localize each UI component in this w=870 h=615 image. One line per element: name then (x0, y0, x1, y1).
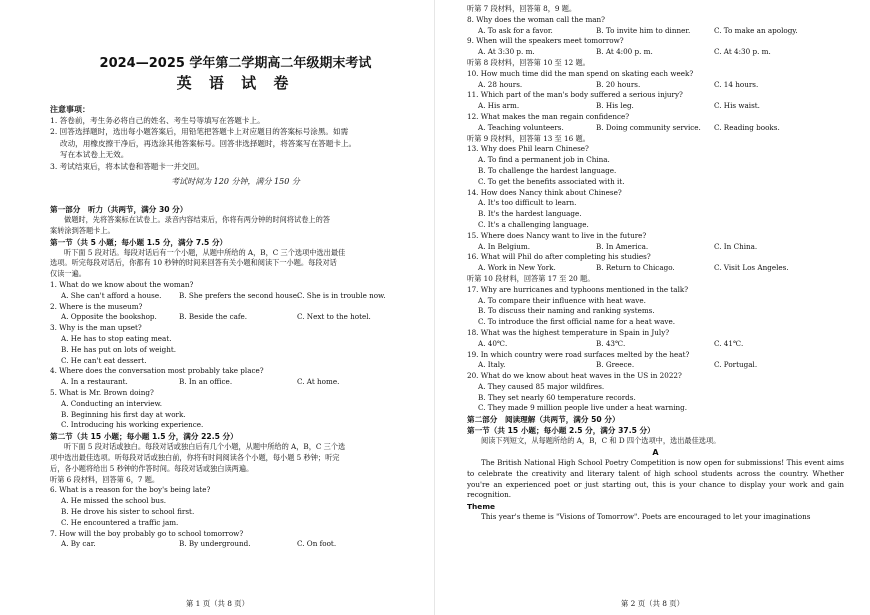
option-a: A. Teaching volunteers. (478, 122, 564, 132)
question-text: 5. What is Mr. Brown doing? (50, 387, 154, 397)
option-a: A. He has to stop eating meat. (61, 334, 172, 343)
option-c: C. In China. (714, 241, 758, 251)
option-c: C. To introduce the first official name for a heat wave. (478, 317, 676, 327)
question-item (467, 371, 844, 414)
option-b: B. To challenge the hardest language. (478, 165, 617, 175)
option-c: C. She is in trouble now. (297, 290, 386, 300)
question-text: 10. How much time did the man spend on skating each week? (467, 68, 694, 78)
option-b: B. His leg. (596, 101, 634, 111)
option-b: B. In America. (596, 241, 649, 251)
option-b: B. Return to Chicago. (596, 263, 675, 273)
note-item: 2. 回答选择题时，选出每小题答案后，用铅笔把答题卡上对应题目的答案标号涂黑。如需 (50, 127, 349, 137)
question-text: 18. What was the highest temperature in Spain in July? (467, 327, 670, 337)
option-b: B. In an office. (179, 377, 233, 387)
option-a: A. In a restaurant. (61, 377, 128, 387)
note-item: 写在本试卷上无效。 (60, 150, 129, 160)
material-instruction: 听第 10 段材料，回答第 17 至 20 题。 (467, 273, 595, 283)
option-b: B. It's the hardest language. (478, 209, 582, 219)
question-text: 14. How does Nancy think about Chinese? (467, 187, 622, 197)
option-b: B. Beside the cafe. (179, 312, 248, 322)
exam-title-line2: 英 语 试 卷 (176, 74, 295, 92)
question-item (467, 328, 844, 350)
intro-line: 听下面 5 段对话或独白。每段对话或独白后有几个小题，从题中所给的 A，B，C 三个选 (64, 442, 346, 452)
theme-text: This year's theme is "Visions of Tomorrow". Poets are encouraged to let your imaginations (481, 512, 811, 522)
page-footer: 第 1 页（共 8 页） (185, 599, 250, 608)
question-text: 9. When will the speakers meet tomorrow? (467, 36, 624, 46)
question-text: 2. Where is the museum? (50, 301, 143, 311)
option-c: C. Next to the hotel. (297, 312, 371, 322)
option-b: B. By underground. (179, 539, 251, 549)
option-c: C. His waist. (714, 101, 760, 111)
question-text: 11. Which part of the man's body suffered a serious injury? (467, 90, 683, 100)
question-text: 3. Why is the man upset? (50, 323, 142, 333)
option-c: C. Portugal. (714, 360, 758, 370)
material-instruction: 听第 7 段材料，回答第 8，9 题。 (467, 4, 577, 13)
option-a: A. To compare their influence with heat wave. (478, 295, 646, 305)
option-a: A. She can't afford a house. (61, 290, 162, 300)
intro-line: 选项。听完每段对话后，你都有 10 秒钟的时间来回答有关小题和阅读下一小题。每段对话 (50, 258, 337, 268)
question-item (467, 231, 844, 253)
option-b: B. To invite him to dinner. (596, 25, 691, 35)
question-list (467, 15, 844, 414)
question-6 (50, 485, 421, 528)
option-a: A. He missed the school bus. (61, 496, 167, 506)
sec2-intro (50, 442, 421, 474)
option-c: C. It's a challenging language. (478, 219, 589, 229)
note-item: 3. 考试结束后，将本试卷和答题卡一并交回。 (50, 161, 204, 171)
question-text: 20. What do we know about heat waves in the US in 2022? (467, 371, 682, 381)
option-b: B. 20 hours. (596, 79, 641, 89)
passage-label: A (652, 448, 659, 458)
question-item (467, 144, 844, 187)
option-b: B. Greece. (596, 360, 635, 370)
option-c: C. 41℃. (714, 338, 744, 348)
question-item (467, 15, 844, 37)
option-b: B. Doing community service. (596, 122, 701, 132)
notes-list (50, 115, 421, 172)
question-item (467, 112, 844, 134)
theme-heading: Theme (467, 502, 496, 512)
question-text: 13. Why does Phil learn Chinese? (467, 144, 589, 154)
question-item (467, 350, 844, 372)
exam-page-2 (435, 0, 870, 615)
option-b: B. Beginning his first day at work. (61, 409, 186, 419)
note-item: 改动，用橡皮擦干净后，再选涂其他答案标号。回答非选择题时，将答案写在答题卡上。 (60, 138, 357, 148)
sec2-heading: 第二节（共 15 小题；每小题 1.5 分，满分 22.5 分） (50, 432, 238, 442)
option-b: B. 43℃. (596, 338, 626, 348)
option-c: C. On foot. (297, 539, 337, 549)
part1-intro (50, 215, 421, 237)
option-a: A. To ask for a favor. (478, 25, 553, 35)
option-b: B. He drove his sister to school first. (61, 506, 195, 516)
option-a: A. His arm. (478, 101, 520, 111)
option-a: A. 40℃. (478, 338, 508, 348)
part2-heading: 第二部分 阅读理解（共两节，满分 50 分） (467, 415, 620, 425)
sec1-heading: 第一节（共 5 小题；每小题 1.5 分，满分 7.5 分） (50, 237, 228, 247)
intro-line: 案转涂到答题卡上。 (50, 225, 115, 235)
question-text: 17. Why are hurricanes and typhoons mentioned in the talk? (467, 284, 689, 294)
reading-sec1-heading: 第一节（共 15 小题；每小题 2.5 分，满分 37.5 分） (467, 426, 655, 436)
material-instruction: 听第 6 段材料，回答第 6，7 题。 (50, 474, 160, 484)
question-text: 19. In which country were road surfaces melted by the heat? (467, 349, 690, 359)
part1-heading: 第一部分 听力（共两节，满分 30 分） (50, 205, 188, 215)
question-text: 8. Why does the woman call the man? (467, 14, 606, 24)
question-item (467, 90, 844, 112)
intro-line: 项中选出最佳选项。听每段对话或独白前，你将有时间阅读各个小题，每小题 5 秒钟；听完 (50, 452, 340, 462)
exam-title-line1: 2024—2025 学年第二学期高二年级期末考试 (99, 56, 372, 71)
option-b: B. To discuss their naming and ranking systems. (478, 306, 655, 316)
option-c: C. 14 hours. (714, 79, 759, 89)
question-text: 12. What makes the man regain confidence? (467, 111, 630, 121)
question-text: 7. How will the boy probably go to school tomorrow? (50, 528, 244, 538)
intro-line: 听下面 5 段对话。每段对话后有一个小题，从题中所给的 A，B，C 三个选项中选出最佳 (64, 247, 346, 257)
material-instruction: 听第 9 段材料，回答第 13 至 16 题。 (467, 133, 590, 143)
notes-heading: 注意事项： (50, 105, 90, 114)
option-c: C. They made 9 million people live under a heat warning. (478, 403, 688, 413)
question-2 (50, 302, 421, 324)
question-text: 15. Where does Nancy want to live in the future? (467, 230, 647, 240)
option-c: C. To make an apology. (714, 25, 798, 35)
sec1-intro (50, 248, 421, 280)
intro-line: 做题时，先将答案标在试卷上。录音内容结束后，你将有两分钟的时间将试卷上的答 (64, 215, 330, 225)
option-a: A. To find a permanent job in China. (478, 155, 610, 165)
exam-time: 考试时间为 120 分钟，满分 150 分 (171, 177, 300, 187)
question-item (467, 69, 844, 91)
question-3 (50, 323, 421, 366)
option-c: C. Reading books. (714, 122, 780, 132)
question-text: 6. What is a reason for the boy's being late? (50, 485, 211, 495)
option-c: C. At 4:30 p. m. (714, 47, 771, 57)
question-text: 4. Where does the conversation most probably take place? (50, 366, 264, 376)
option-c: C. Visit Los Angeles. (714, 263, 789, 273)
option-a: A. By car. (61, 539, 96, 549)
option-c: C. He encountered a traffic jam. (61, 517, 179, 527)
option-a: A. 28 hours. (478, 79, 523, 89)
question-item (467, 188, 844, 231)
question-item (467, 285, 844, 328)
option-c: C. At home. (297, 377, 340, 387)
question-4 (50, 366, 421, 388)
option-c: C. He can't eat dessert. (61, 355, 147, 365)
option-a: A. At 3:30 p. m. (478, 47, 535, 57)
material-instruction: 听第 8 段材料，回答第 10 至 12 题。 (467, 57, 590, 67)
question-7 (50, 529, 421, 551)
intro-line: 仅读一遍。 (50, 269, 86, 279)
option-a: A. In Belgium. (478, 241, 530, 251)
question-text: 16. What will Phil do after completing his studies? (467, 252, 651, 262)
option-a: A. Conducting an interview. (61, 398, 163, 408)
option-c: C. To get the benefits associated with it. (478, 176, 625, 186)
reading-sec1-intro: 阅读下列短文，从每题所给的 A，B，C 和 D 四个选项中，选出最佳选项。 (481, 436, 721, 446)
intro-line: 后，各小题将给出 5 秒钟的作答时间。每段对话或独白读两遍。 (50, 463, 254, 473)
passage-text: The British National High School Poetry Competition is now open for submissions! This event aims to celebrate the creativity and literary talent of high school students across the country. Whether you're an experienced poet or just starting out, this is your chance to display your work and gain recognition. (467, 458, 844, 500)
question-item (467, 36, 844, 58)
note-item: 1. 答卷前，考生务必将自己的姓名、考生号等填写在答题卡上。 (50, 116, 265, 125)
question-item (467, 252, 844, 274)
question-1 (50, 280, 421, 302)
option-b: B. She prefers the second house. (179, 290, 300, 300)
option-a: A. Work in New York. (478, 263, 556, 273)
question-5 (50, 388, 421, 431)
option-b: B. At 4:00 p. m. (596, 47, 653, 57)
option-b: B. They set nearly 60 temperature records. (478, 392, 636, 402)
question-text: 1. What do we know about the woman? (50, 280, 194, 290)
option-a: A. Opposite the bookshop. (61, 312, 157, 322)
option-a: A. It's too difficult to learn. (478, 198, 577, 208)
page-footer: 第 2 页（共 8 页） (620, 599, 685, 608)
option-a: A. Italy. (478, 360, 506, 370)
option-c: C. Introducing his working experience. (61, 420, 204, 430)
option-a: A. They caused 85 major wildfires. (478, 381, 605, 391)
option-b: B. He has put on lots of weight. (61, 344, 177, 354)
